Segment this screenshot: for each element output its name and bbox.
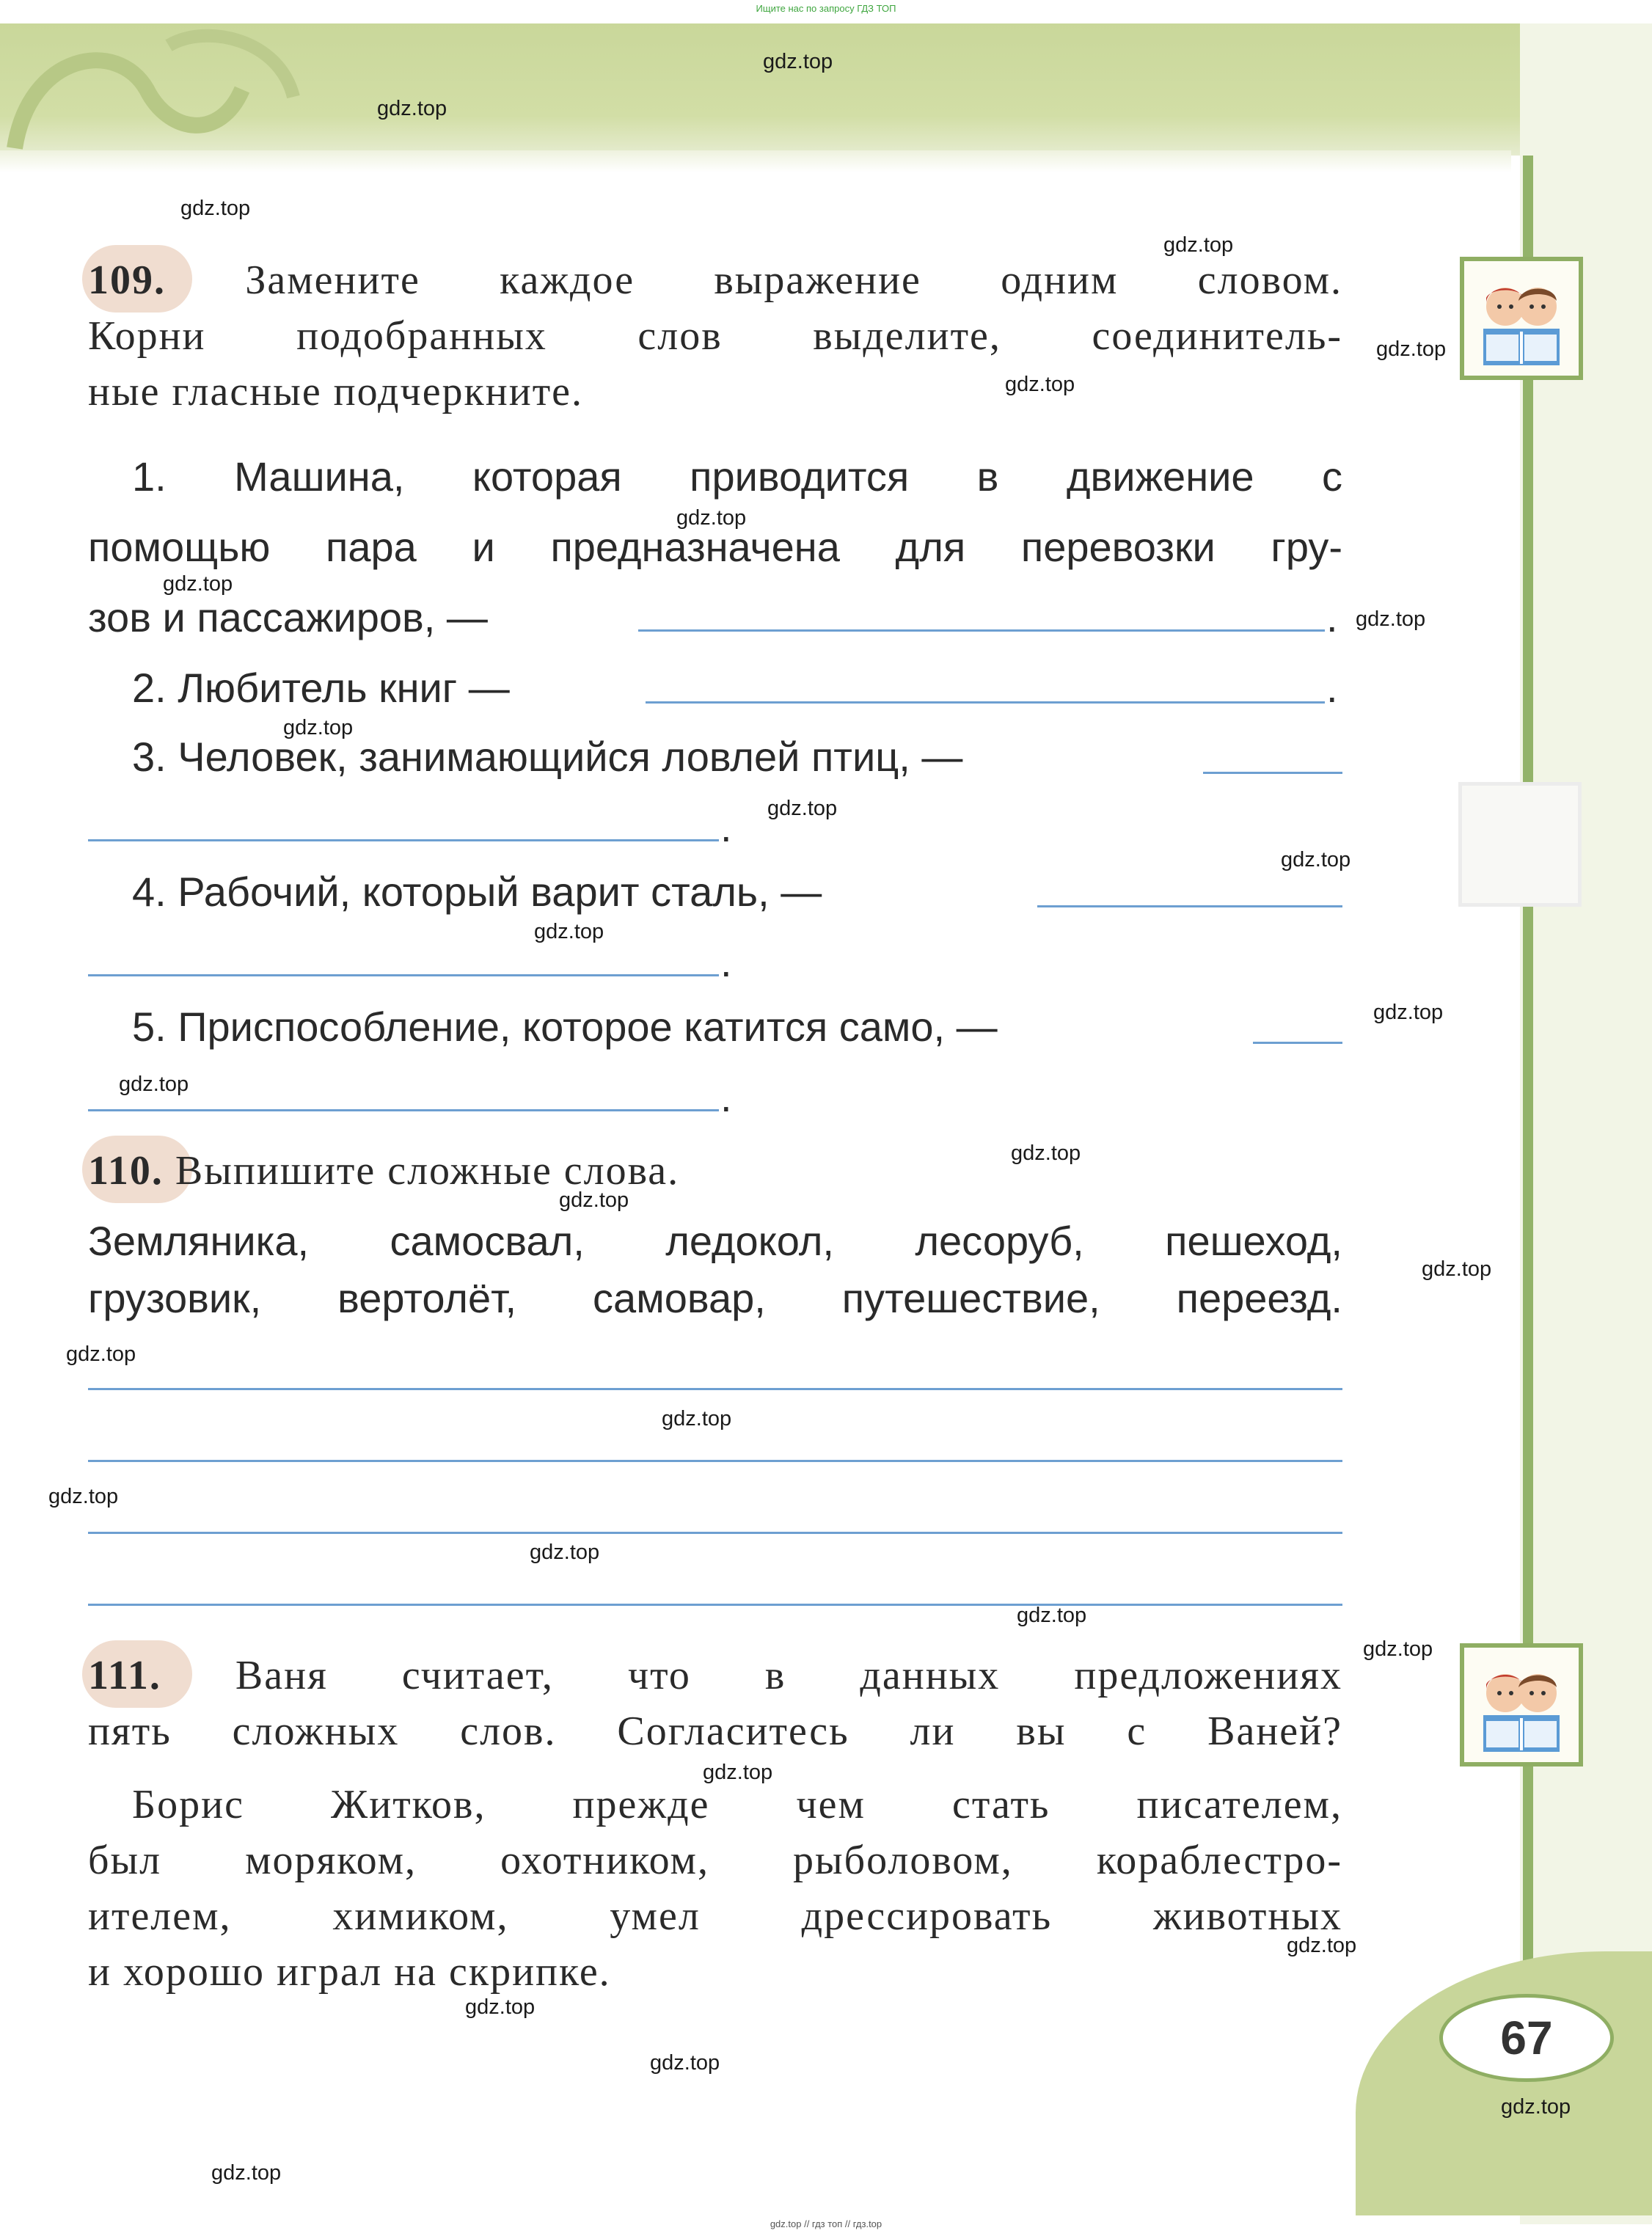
answer-line[interactable] — [88, 1604, 1342, 1606]
task-111-text: и хорошо играл на скрипке. — [88, 1949, 611, 1995]
task-109-prompt-line — [88, 258, 1342, 302]
watermark: gdz.top — [1287, 1934, 1357, 1957]
task-109-item-3: 3. Человек, занимающийся ловлей птиц, — — [132, 734, 963, 780]
watermark: gdz.top — [283, 716, 354, 739]
answer-line[interactable] — [88, 1388, 1342, 1390]
answer-line[interactable] — [638, 629, 1325, 632]
task-109-item-1: зов и пассажиров, — — [88, 594, 488, 640]
answer-period: . — [720, 804, 732, 850]
watermark: gdz.top — [119, 1073, 189, 1096]
task-109-item-4: 4. Рабочий, который варит сталь, — — [132, 869, 822, 915]
answer-line[interactable] — [646, 701, 1325, 704]
page-corner-band — [1356, 1951, 1652, 2215]
watermark: gdz.top — [703, 1761, 773, 1784]
watermark: gdz.top — [662, 1407, 732, 1431]
task-109-item-1: 1. Машина, которая приводится в движение с — [132, 453, 1342, 500]
watermark: gdz.top — [180, 197, 251, 220]
answer-line[interactable] — [88, 1460, 1342, 1462]
watermark: gdz.top — [1501, 2095, 1571, 2119]
watermark: gdz.top — [1356, 607, 1426, 631]
watermark: gdz.top — [1363, 1637, 1433, 1661]
watermark: gdz.top — [763, 50, 833, 73]
watermark: gdz.top — [465, 1995, 536, 2019]
watermark: gdz.top — [211, 2161, 282, 2185]
watermark: gdz.top — [559, 1188, 629, 1212]
task-110-prompt-text: Выпишите сложные слова. — [175, 1148, 680, 1194]
page-number: 67 — [1439, 1994, 1614, 2082]
answer-period: . — [1326, 594, 1338, 640]
watermark: gdz.top — [1422, 1257, 1492, 1281]
task-111-number: 111. — [88, 1653, 161, 1698]
watermark: gdz.top — [1011, 1141, 1081, 1165]
task-110-prompt — [88, 1149, 1342, 1193]
answer-line[interactable] — [88, 974, 719, 976]
watermark: gdz.top — [66, 1342, 136, 1366]
answer-line[interactable] — [1253, 1042, 1342, 1044]
task-111-text: был моряком, охотником, рыболовом, кораблестро- — [88, 1838, 1342, 1883]
pair-work-icon — [1460, 1643, 1583, 1766]
header-fade — [0, 150, 1511, 172]
answer-line[interactable] — [1037, 905, 1342, 907]
task-109-item-5: 5. Приспособление, которое катится само, — — [132, 1004, 998, 1050]
task-111-text: Борис Житков, прежде чем стать писателем, — [132, 1782, 1342, 1827]
watermark: gdz.top — [1163, 233, 1234, 257]
task-109-item-1: помощью пара и предназначена для перевозки гру- — [88, 524, 1342, 570]
task-109-prompt: Замените каждое выражение одним словом. — [245, 257, 1343, 303]
watermark: gdz.top — [1005, 373, 1075, 396]
task-109-prompt-line: ные гласные подчеркните. — [88, 369, 584, 414]
task-109-prompt-line: Корни подобранных слов выделите, соединитель- — [88, 313, 1342, 359]
watermark: gdz.top — [1373, 1001, 1444, 1024]
task-111-prompt-line — [88, 1654, 1342, 1698]
answer-line[interactable] — [88, 1109, 719, 1111]
watermark: gdz.top — [1017, 1604, 1087, 1627]
answer-period: . — [720, 939, 732, 985]
answer-line[interactable] — [88, 1532, 1342, 1534]
answer-period: . — [720, 1074, 732, 1120]
task-110-number: 110. — [88, 1148, 164, 1194]
watermark: gdz.top — [1281, 848, 1351, 872]
pair-work-icon — [1460, 257, 1583, 380]
bleed-through-icon — [1458, 782, 1582, 907]
task-110-words: грузовик, вертолёт, самовар, путешествие, переезд. — [88, 1275, 1342, 1321]
task-111-text: ителем, химиком, умел дрессировать животных — [88, 1893, 1342, 1939]
top-strip-text: Ищите нас по запросу ГДЗ ТОП — [756, 3, 896, 14]
task-109-number: 109. — [88, 257, 166, 303]
watermark: gdz.top — [767, 797, 838, 820]
answer-line[interactable] — [88, 839, 719, 841]
answer-period: . — [1326, 665, 1338, 711]
watermark: gdz.top — [48, 1485, 119, 1508]
watermark: gdz.top — [530, 1541, 600, 1564]
watermark: gdz.top — [676, 506, 747, 530]
watermark: gdz.top — [534, 920, 604, 943]
task-111-prompt: Ваня считает, что в данных предложениях — [235, 1653, 1343, 1698]
task-111-prompt-line: пять сложных слов. Согласитесь ли вы с Ваней? — [88, 1709, 1342, 1754]
watermark: gdz.top — [163, 572, 233, 596]
watermark: gdz.top — [1376, 337, 1447, 361]
watermark: gdz.top — [650, 2051, 720, 2075]
header-ornament — [0, 23, 308, 156]
bottom-strip-text: gdz.top // гдз топ // гдз.top — [770, 2218, 882, 2229]
watermark: gdz.top — [377, 97, 447, 120]
task-110-words: Земляника, самосвал, ледокол, лесоруб, пешеход, — [88, 1218, 1342, 1264]
answer-line[interactable] — [1203, 772, 1342, 774]
task-109-item-2: 2. Любитель книг — — [132, 665, 510, 711]
